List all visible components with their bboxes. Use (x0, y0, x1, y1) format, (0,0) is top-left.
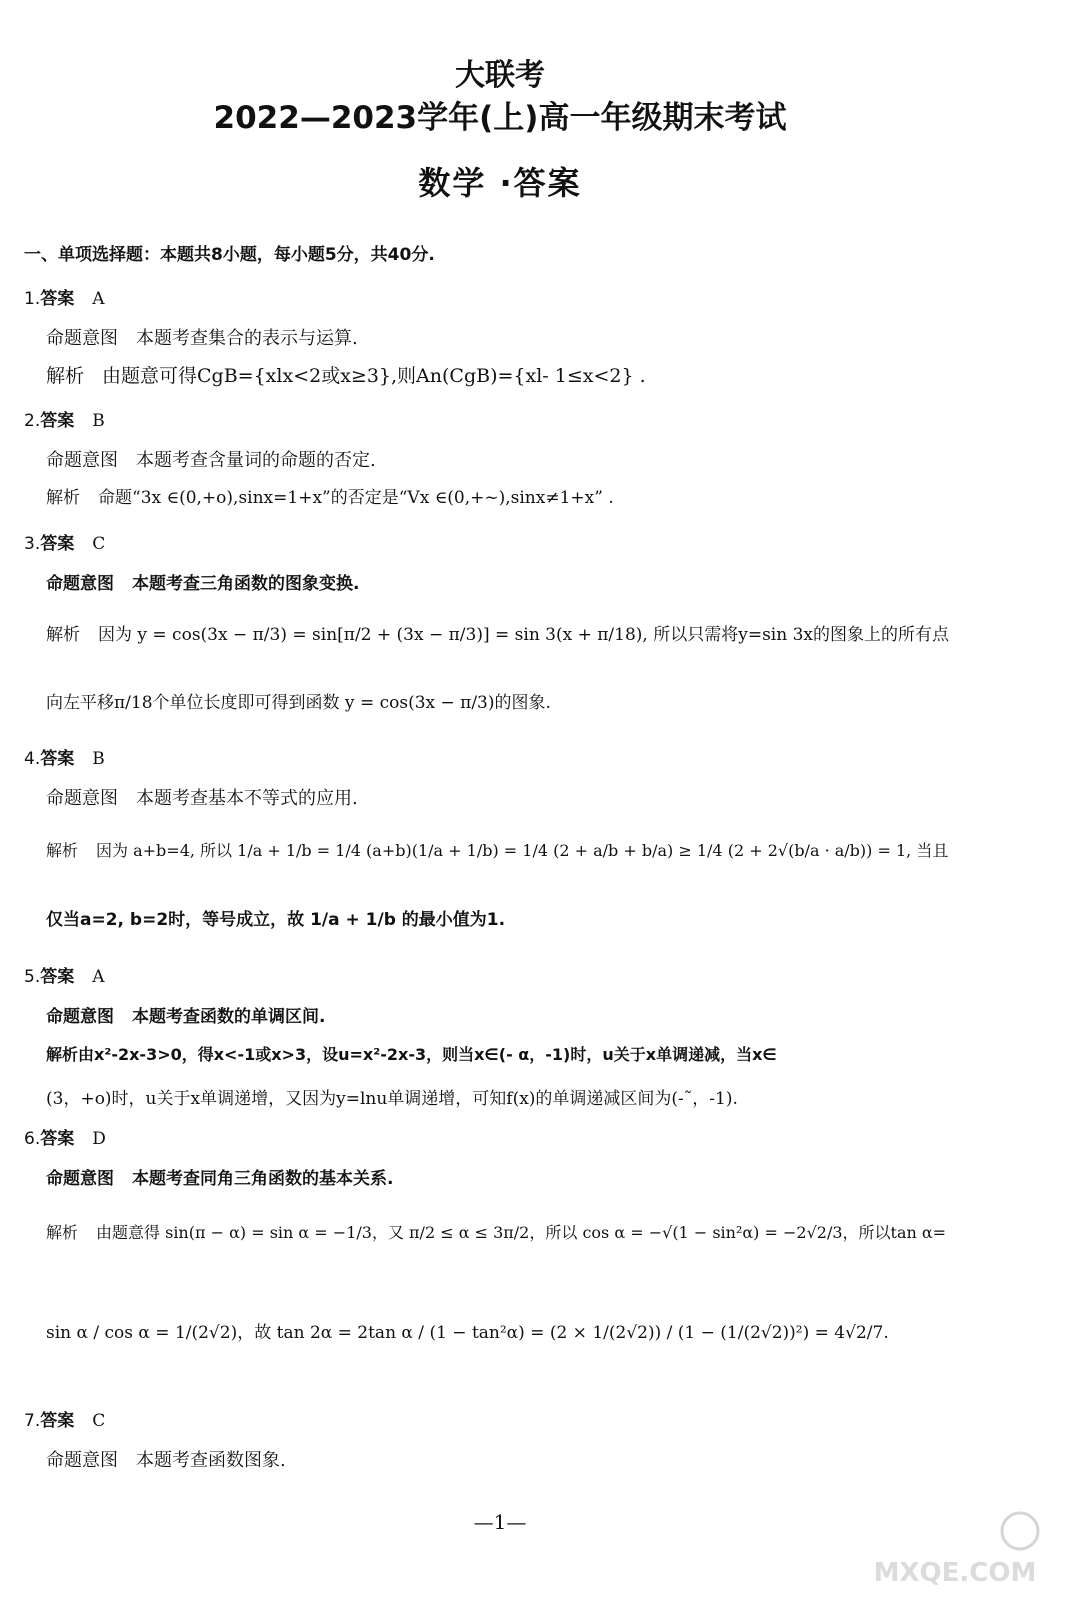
question-3-analysis-line2: 向左平移π/18个单位长度即可得到函数 y = cos(3x − π/3)的图象. (46, 693, 551, 713)
question-4-analysis-line2: 仅当a=2, b=2时，等号成立，故 1/a + 1/b 的最小值为1. (46, 910, 506, 930)
question-5-intent: 命题意图 本题考查函数的单调区间. (46, 1007, 326, 1027)
question-6-analysis-line2: sin α / cos α = 1/(2√2)，故 tan 2α = 2tan α / (1 − tan²α) = (2 × 1/(2√2)) / (1 − (1/(2√2))²) = 4√2/7. (46, 1323, 889, 1343)
question-4-intent: 命题意图 本题考查基本不等式的应用. (46, 788, 358, 809)
question-5-analysis-line2: (3，+o)时，u关于x单调递增，又因为y=lnu单调递增，可知f(x)的单调递减区间为(-˜，-1). (46, 1089, 738, 1109)
question-6-analysis-line1: 解析 由题意得 sin(π − α) = sin α = −1/3，又 π/2 ≤ α ≤ 3π/2，所以 cos α = −√(1 − sin²α) = −2√2/3，所以tan α= (46, 1223, 947, 1242)
question-2-answer: 2.答案 B (24, 411, 105, 431)
section-heading: 一、单项选择题：本题共8小题，每小题5分，共40分. (24, 245, 435, 265)
question-3-analysis-line1: 解析 因为 y = cos(3x − π/3) = sin[π/2 + (3x − π/3)] = sin 3(x + π/18), 所以只需将y=sin 3x的图象上的所有点 (46, 625, 949, 645)
question-1-intent: 命题意图 本题考查集合的表示与运算. (46, 328, 358, 349)
page-number: —1— (473, 1510, 527, 1534)
question-2-analysis: 解析 命题“3x ∈(0,+o),sinx=1+x”的否定是“Vx ∈(0,+~),sinx≠1+x” . (46, 488, 614, 508)
question-1-answer: 1.答案 A (24, 289, 105, 309)
subject-title: 数学 ·答案 (418, 164, 582, 202)
question-6-intent: 命题意图 本题考查同角三角函数的基本关系. (46, 1169, 394, 1189)
question-3-intent: 命题意图 本题考查三角函数的图象变换. (46, 574, 360, 594)
question-5-analysis-line1: 解析由x²-2x-3>0，得x<-1或x>3，设u=x²-2x-3，则当x∈(- α，-1)时，u关于x单调递减，当x∈ (46, 1045, 777, 1064)
question-4-analysis-line1: 解析 因为 a+b=4, 所以 1/a + 1/b = 1/4 (a+b)(1/a + 1/b) = 1/4 (2 + a/b + b/a) ≥ 1/4 (2 + 2√(b/a · a/b)) = 1, 当且 (46, 841, 949, 860)
question-1-analysis: 解析 由题意可得CgB={xlx<2或x≥3},则An(CgB)={xl- 1≤x<2} . (46, 365, 646, 387)
question-5-answer: 5.答案 A (24, 967, 105, 987)
watermark-logo (860, 1509, 1050, 1589)
question-6-answer: 6.答案 D (24, 1129, 106, 1149)
question-3-answer: 3.答案 C (24, 534, 106, 554)
question-7-intent: 命题意图 本题考查函数图象. (46, 1450, 286, 1471)
question-2-intent: 命题意图 本题考查含量词的命题的否定. (46, 450, 376, 471)
question-7-answer: 7.答案 C (24, 1411, 106, 1431)
watermark-text: MXQE.COM (873, 1558, 1037, 1588)
exam-org-title: 大联考 (455, 58, 545, 93)
question-4-answer: 4.答案 B (24, 749, 105, 769)
exam-title: 2022—2023学年(上)高一年级期末考试 (213, 100, 787, 136)
